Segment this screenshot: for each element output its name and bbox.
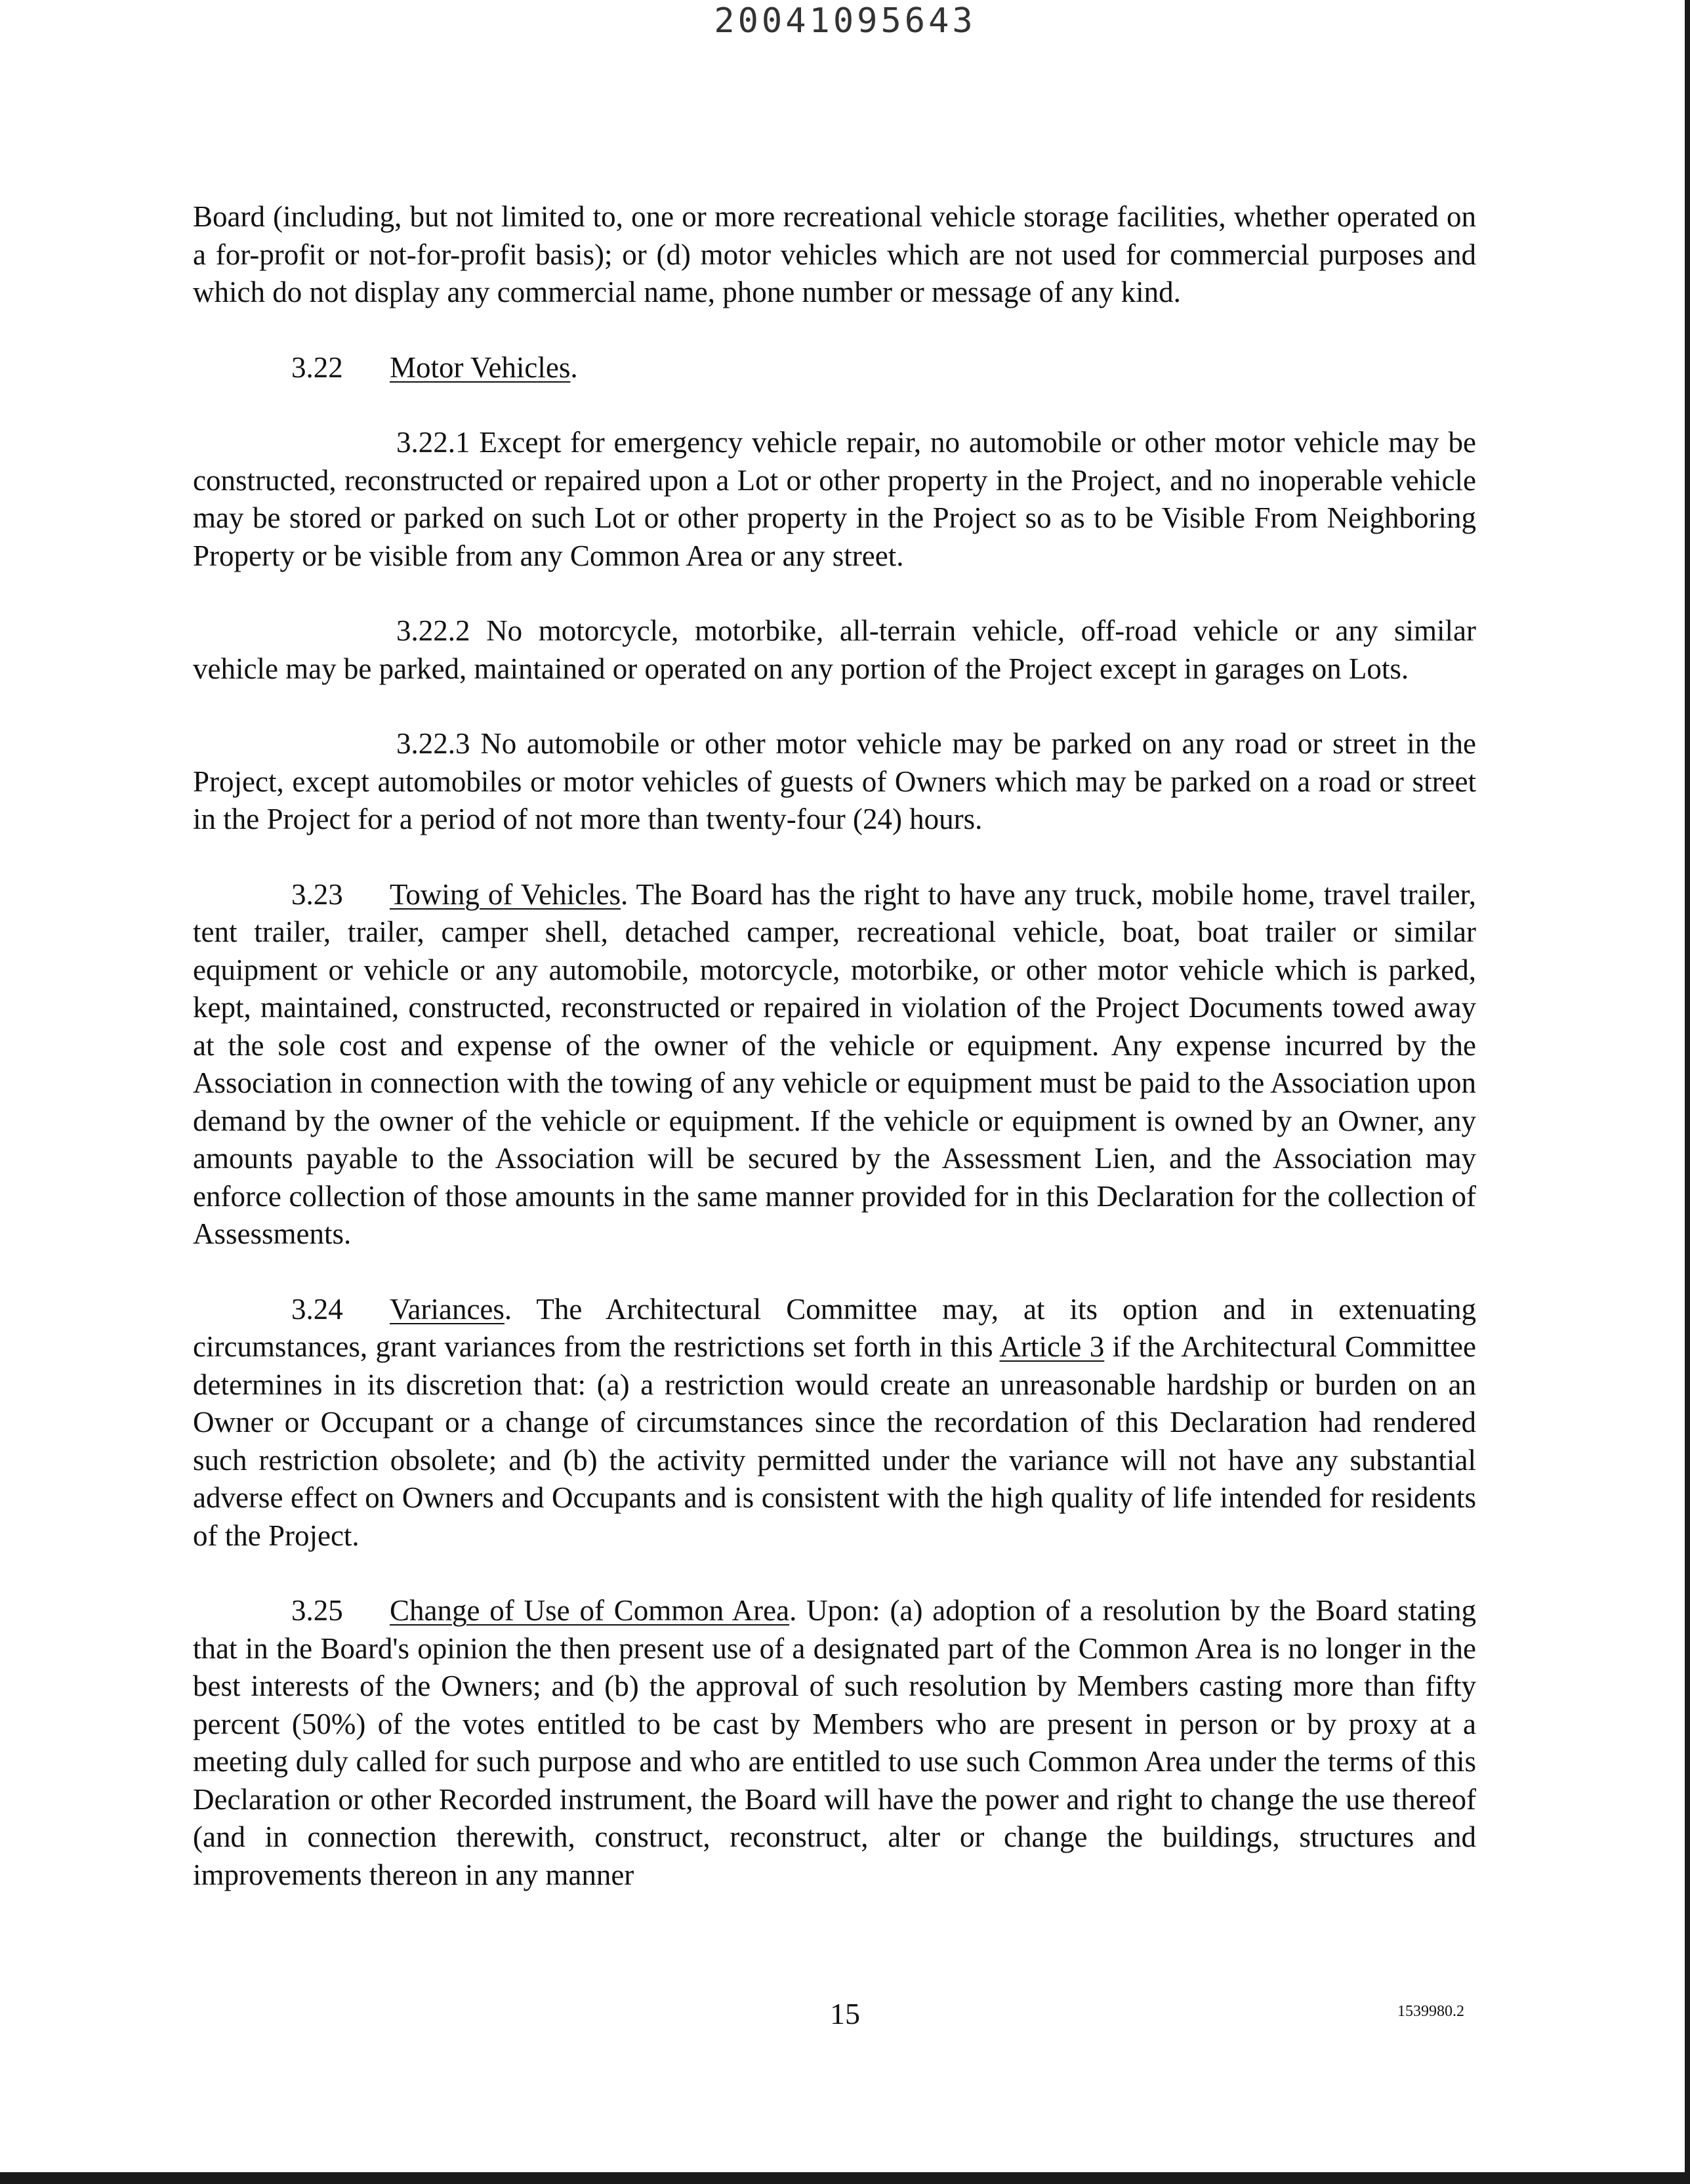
document-number: 1539980.2 xyxy=(1397,2003,1464,2020)
section-text: . Upon: (a) adoption of a resolution by the Board stating that in the Board's opinion the then present use of a designated part of the Common Area is no longer in the best interests of the Owners; and (b) the approval of such resolution by Members casting more than fifty percent (50%) of the votes entitled to be cast by Members who are present in person or by proxy at a meeting duly called for such purpose and who are entitled to use such Common Area under the terms of this Declaration or other Recorded instrument, the Board will have the power and right to change the use thereof (and in connection therewith, construct, reconstruct, alter or change the buildings, structures and improvements thereon in any manner xyxy=(193,1594,1476,1891)
section-number: 3.22.1 xyxy=(396,426,470,459)
document-body xyxy=(193,198,1476,1931)
section-title: Towing of Vehicles xyxy=(390,877,621,911)
page-number: 15 xyxy=(830,1997,860,2030)
section-text: . The Board has the right to have any truck, mobile home, travel trailer, tent trailer, trailer, camper shell, detached camper, recreational vehicle, boat, boat trailer or similar equipment or vehicle or any automobile, motorcycle, motorbike, or other motor vehicle which is parked, kept, maintained, constructed, reconstructed or repaired in violation of the Project Documents towed away at the sole cost and expense of the owner of the vehicle or equipment. Any expense incurred by the Association in connection with the towing of any vehicle or equipment must be paid to the Association upon demand by the owner of the vehicle or equipment. If the vehicle or equipment is owned by an Owner, any amounts payable to the Association will be secured by the Assessment Lien, and the Association may enforce collection of those amounts in the same manner provided for in this Declaration for the collection of Assessments. xyxy=(193,877,1476,1250)
section-number: 3.23 xyxy=(291,877,343,911)
section-text: No automobile or other motor vehicle may be parked on any road or street in the Project, except automobiles or motor vehicles of guests of Owners which may be parked on a road or street in the Project for a period of not more than twenty-four (24) hours. xyxy=(193,727,1476,835)
section-3-22-2 xyxy=(193,612,1476,688)
section-3-24 xyxy=(193,1291,1476,1555)
section-title: Change of Use of Common Area xyxy=(390,1594,790,1627)
section-number: 3.22 xyxy=(291,350,343,384)
scan-edge-bottom xyxy=(0,2172,1690,2184)
section-3-23 xyxy=(193,876,1476,1253)
section-title: Variances xyxy=(390,1292,505,1326)
section-text: Except for emergency vehicle repair, no automobile or other motor vehicle may be constructed, reconstructed or repaired upon a Lot or other property in the Project, and no inoperable vehicle may be stored or parked on such Lot or other property in the Project so as to be Visible From Neighboring Property or be visible from any Common Area or any street. xyxy=(193,426,1476,572)
section-text: No motorcycle, motorbike, all-terrain vehicle, off-road vehicle or any similar vehicle may be parked, maintained or operated on any portion of the Project except in garages on Lots. xyxy=(193,614,1476,685)
section-title: Motor Vehicles xyxy=(390,350,571,384)
paragraph-continuation: Board (including, but not limited to, one or more recreational vehicle storage facilities, whether operated on a for-profit or not-for-profit basis); or (d) motor vehicles which are not used for commercial purposes and which do not display any commercial name, phone number or message of any kind. xyxy=(193,200,1476,308)
section-3-22-1 xyxy=(193,424,1476,575)
article-reference: Article 3 xyxy=(999,1330,1105,1363)
section-number: 3.24 xyxy=(291,1292,343,1326)
section-number: 3.22.3 xyxy=(396,727,470,760)
scan-edge-right xyxy=(1685,0,1690,2184)
section-3-25 xyxy=(193,1592,1476,1894)
section-number: 3.22.2 xyxy=(396,614,470,647)
section-3-22-heading: 3.22 Motor Vehicles. xyxy=(193,349,1476,387)
section-text: if the Architectural Committee determines in its discretion that: (a) a restriction would create an unreasonable hardship or burden on an Owner or Occupant or a change of circumstances since the recordation of this Declaration had rendered such restriction obsolete; and (b) the activity permitted under the variance will not have any substantial adverse effect on Owners and Occupants and is consistent with the high quality of life intended for residents of the Project. xyxy=(193,1330,1476,1552)
section-number: 3.25 xyxy=(291,1594,343,1627)
section-text: . The Architectural Committee may, at its option and in extenuating circumstances, grant variances from the restrictions set forth in this xyxy=(193,1292,1476,1363)
section-3-22-3 xyxy=(193,725,1476,839)
document-id-header: 20041095643 xyxy=(714,1,976,41)
